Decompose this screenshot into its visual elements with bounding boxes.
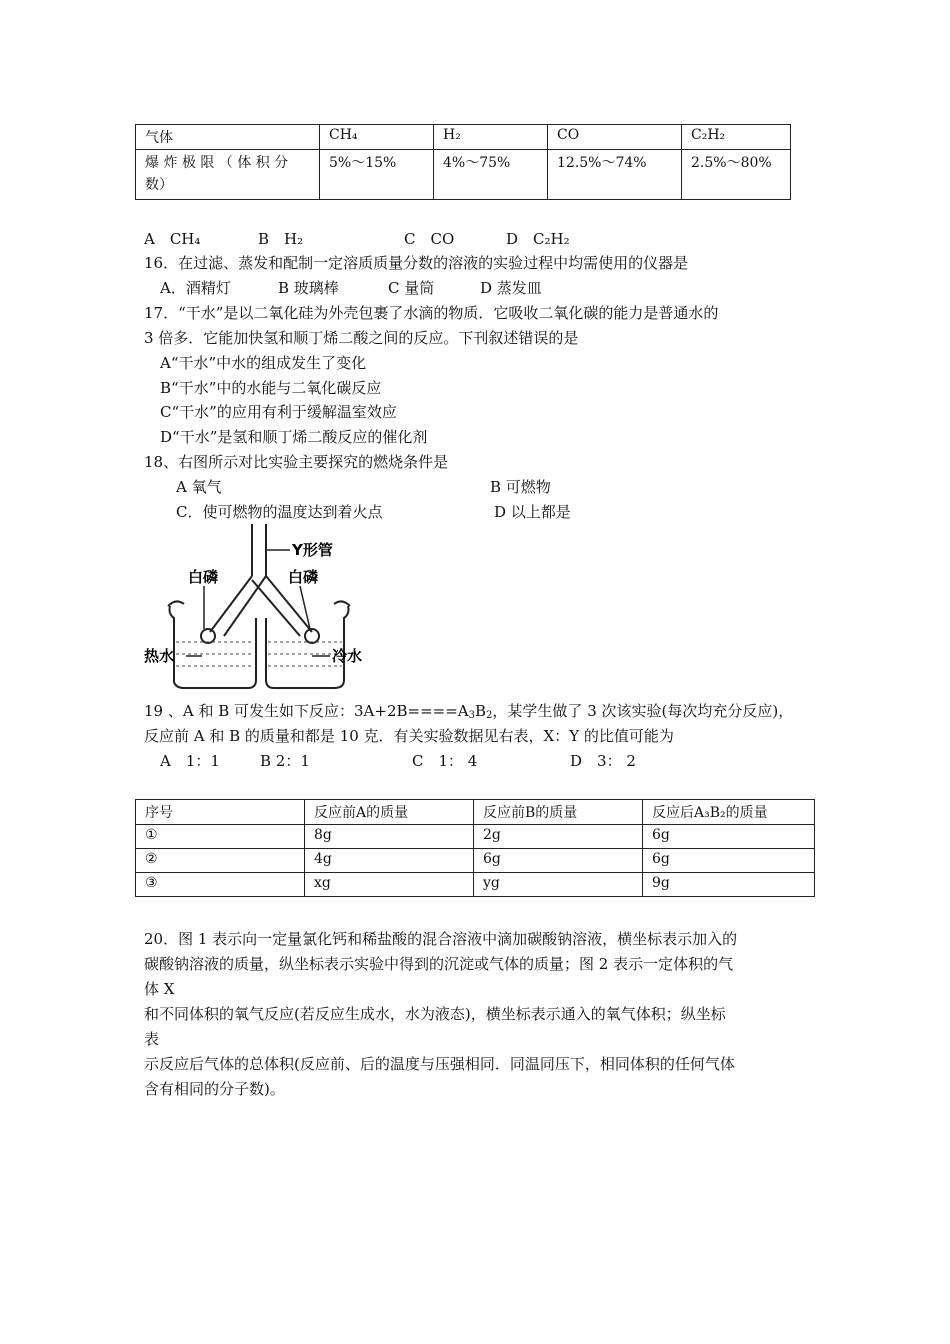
q17-stem-line2: 3 倍多．它能加快氢和顺丁烯二酸之间的反应。下刊叙述错误的是 [144, 329, 579, 347]
q19-table-cell: 4g [305, 849, 474, 873]
table1-row-label-line2: 数） [145, 177, 173, 193]
q19-stem-part1: 19 、A 和 B 可发生如下反应：3A+2B====A [144, 702, 469, 720]
q19-table-cell: ③ [136, 873, 305, 897]
q19-table-cell: 6g [643, 849, 815, 873]
table1-row-label-line1: 爆 炸 极 限 （ 体 积 分 [145, 155, 289, 171]
q19-option-c: C 1： 4 [412, 752, 478, 770]
table-row [136, 849, 815, 873]
combustion-experiment-figure [140, 524, 372, 692]
q20-line-5: 表 [144, 1030, 160, 1048]
cold-water-label: 冷水 [332, 647, 363, 665]
table1-value-cell: 4%～75% [434, 150, 548, 200]
q19-table-cell: 9g [643, 873, 815, 897]
q18-option-d: D 以上都是 [494, 503, 571, 521]
table1-value-cell: 12.5%～74% [548, 150, 682, 200]
q18-option-c: C．使可燃物的温度达到着火点 [176, 503, 383, 521]
q16-option-d: D 蒸发皿 [480, 279, 542, 297]
table1-header-cell: C₂H₂ [682, 125, 791, 150]
q15-option-b: B H₂ [258, 230, 304, 248]
q16-option-b: B 玻璃棒 [278, 279, 339, 297]
q17-option-b: B“干水”中的水能与二氧化碳反应 [160, 379, 382, 397]
q19-table-cell: ② [136, 849, 305, 873]
q15-option-d: D C₂H₂ [506, 230, 570, 248]
q20-line-3: 体 X [144, 980, 175, 998]
q19-stem-part2: ，某学生做了 3 次该实验(每次均充分反应)， [492, 702, 794, 720]
q19-option-d: D 3： 2 [570, 752, 636, 770]
q19-table-cell: xg [305, 873, 474, 897]
right-phosphorus-label: 白磷 [288, 568, 319, 586]
q19-table-cell: 8g [305, 825, 474, 849]
q19-table-cell: 6g [474, 849, 643, 873]
q17-stem-line1: 17．“干水”是以二氧化硅为外壳包裹了水滴的物质．它吸收二氧化碳的能力是普通水的 [144, 304, 719, 322]
reaction-data-table [135, 799, 815, 897]
q20-line-7: 含有相同的分子数)。 [144, 1080, 285, 1098]
q19-stem-line2: 反应前 A 和 B 的质量和都是 10 克．有关实验数据见右表，X：Y 的比值可能为 [144, 727, 674, 745]
q16-stem: 16．在过滤、蒸发和配制一定溶质质量分数的溶液的实验过程中均需使用的仪器是 [144, 254, 689, 272]
table-row [136, 825, 815, 849]
q17-option-c: C“干水”的应用有利于缓解温室效应 [160, 403, 397, 421]
q19-option-a: A 1：1 [160, 752, 220, 770]
table1-header-cell: 气体 [136, 125, 320, 150]
q19-table-header-cell: 序号 [136, 800, 305, 825]
gas-explosion-table [135, 124, 791, 200]
q19-table-cell: 2g [474, 825, 643, 849]
right-beaker-lip [334, 601, 350, 606]
left-phosphorus-ball [201, 629, 215, 643]
q16-option-c: C 量筒 [388, 279, 435, 297]
q18-option-a: A 氧气 [176, 478, 222, 496]
q18-option-b: B 可燃物 [490, 478, 551, 496]
table1-header-cell: CO [548, 125, 682, 150]
q20-line-2: 碳酸钠溶液的质量，纵坐标表示实验中得到的沉淀或气体的质量；图 2 表示一定体积的气 [144, 955, 734, 973]
q19-table-header-cell: 反应后A₃B₂的质量 [643, 800, 815, 825]
combustion-apparatus-drawing [140, 524, 372, 692]
q17-option-d: D“干水”是氢和顺丁烯二酸反应的催化剂 [160, 428, 428, 446]
q19-option-b: B 2：1 [260, 752, 310, 770]
q20-line-1: 20．图 1 表示向一定量氯化钙和稀盐酸的混合溶液中滴加碳酸钠溶液，横坐标表示加入的 [144, 930, 738, 948]
q19-table-cell: ① [136, 825, 305, 849]
table1-row-label [136, 150, 320, 200]
q19-table-cell: yg [474, 873, 643, 897]
q19-stem-line1: 19 、A 和 B 可发生如下反应：$3A+2B====A_3B_2$，某学生做了 3 次该实验(每次均充分反应)， [144, 702, 794, 721]
y-tube-label: Y形管 [292, 541, 333, 559]
y-tube-stem [252, 524, 266, 576]
table1-header-cell: CH₄ [320, 125, 434, 150]
q20-line-4: 和不同体积的氧气反应(若反应生成水，水为液态)，横坐标表示通入的氧气体积；纵坐标 [144, 1005, 726, 1023]
left-beaker [170, 606, 257, 688]
q19-table-cell: 6g [643, 825, 815, 849]
table1-header-cell: H₂ [434, 125, 548, 150]
left-beaker-lip [168, 601, 184, 606]
table-row [136, 873, 815, 897]
q19-table-header-cell: 反应前A的质量 [305, 800, 474, 825]
left-phosphorus-label: 白磷 [188, 568, 219, 586]
table1-value-cell: 2.5%～80% [682, 150, 791, 200]
q17-option-a: A“干水”中水的组成发生了变化 [160, 354, 367, 372]
q15-option-c: C CO [404, 230, 455, 248]
hot-water-label: 热水 [144, 647, 175, 665]
q16-option-a: A．酒精灯 [160, 279, 231, 297]
q15-option-a: A CH₄ [144, 230, 201, 248]
q18-stem: 18、右图所示对比实验主要探究的燃烧条件是 [144, 453, 449, 471]
table1-value-cell: 5%～15% [320, 150, 434, 200]
q20-line-6: 示反应后气体的总体积(反应前、后的温度与压强相同．同温同压下，相同体积的任何气体 [144, 1055, 735, 1073]
q19-table-header-cell: 反应前B的质量 [474, 800, 643, 825]
